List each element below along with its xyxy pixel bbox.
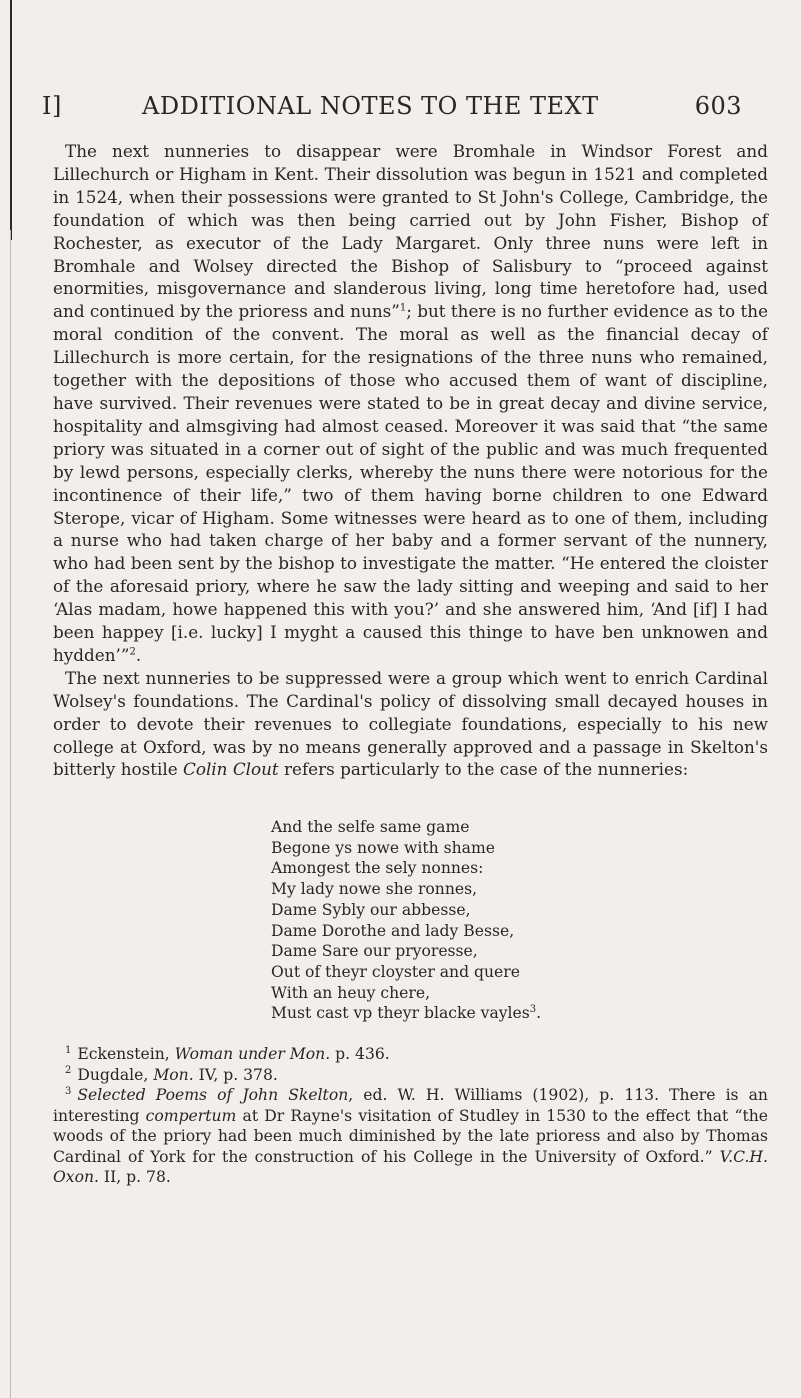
verse-line: Begone ys nowe with shame: [271, 838, 495, 857]
verse-quotation: [271, 817, 771, 1024]
text-run: , ed. W. H. Williams (1902), p. 113. There is an interesting: [53, 1086, 768, 1125]
work-title: Selected Poems of John Skelton: [77, 1086, 349, 1104]
footnote-ref: 3: [529, 1004, 537, 1016]
text-run: ; but there is no further evidence as to the moral condition of the convent. The moral as well as the financial decay of Lillechurch is more certain, for the resignations of the three nuns who remained, together with the depositions of those who accused them of want of discipline, have survived. Their revenues were stated to be in great decay and divine service, hospitality and almsgiving had almost ceased. Moreover it was said that “the same priory was situated in a corner out of sight of the public and was much frequented by lewd persons, especially clerks, whereby the nuns there were notorious for the incontinence of their life,” two of them having borne children to one Edward Sterope, vicar of Higham. Some witnesses were heard as to one of them, including a nurse who had taken charge of her baby and a former servant of the nunnery, who had been sent by the bishop to investigate the matter. “He entered the cloister of the aforesaid priory, where he saw the lady sitting and weeping and said to her ‘Alas madam, howe happened this with you?’ and she answered him, ‘And [if] I had been happey [i.e. lucky] I myght a caused this thinge to have ben unknowen and hydden’”: [53, 301, 768, 665]
work-title: V.C.H. Oxon.: [53, 1147, 768, 1186]
text-run: Eckenstein,: [77, 1045, 175, 1063]
verse-line: Dame Sare our pryoresse,: [271, 942, 478, 961]
work-title: Colin Clout: [183, 759, 279, 780]
verse-line: [271, 1003, 771, 1024]
verse-line: And the selfe same game: [271, 818, 470, 836]
footnote-3: [53, 1085, 768, 1188]
running-header: [42, 92, 742, 122]
verse-line: Out of theyr cloyster and quere: [271, 962, 520, 981]
latin-term: compertum: [145, 1106, 237, 1125]
text-run: .: [536, 1004, 542, 1023]
scan-edge-line: [10, 0, 12, 240]
footnote-mark: 1: [65, 1044, 72, 1056]
text-run: Must cast vp theyr blacke vayles: [271, 1004, 530, 1023]
paragraph: [53, 140, 768, 667]
text-run: .: [135, 644, 142, 665]
text-run: The next nunneries to disappear were Bromhale in Windsor Forest and Lillechurch or Higham in Kent. Their dissolution was begun in 1521 and completed in 1524, when their possessions were granted to St John's College, Cambridge, the foundation of which was then being carried out by John Fisher, Bishop of Rochester, as executor of the Lady Margaret. Only three nuns were left in Bromhale and Wolsey directed the Bishop of Salisbury to “proceed against enormities, misgovernance and slanderous living, long time heretofore had, used and continued by the prioress and nuns”: [53, 141, 768, 322]
text-run: Dugdale,: [77, 1065, 154, 1084]
text-run: at Dr Rayne's visitation of Studley in 1530 to the effect that “the woods of the priory had been much diminished by the late prioress and also by Thomas Cardinal of York for the construction of his College in the University of Oxford.”: [53, 1106, 768, 1166]
footnote-ref: 2: [129, 646, 136, 658]
scan-edge-shadow: [10, 230, 11, 1398]
work-title: Mon.: [153, 1065, 194, 1084]
section-number: I]: [42, 92, 62, 120]
text-run: IV, p. 378.: [193, 1065, 278, 1084]
footnote-2: [53, 1065, 768, 1086]
footnote-mark: 2: [65, 1065, 72, 1077]
verse-line: With an heuy chere,: [271, 983, 431, 1002]
footnote-1: [53, 1044, 768, 1065]
footnote-ref: 1: [399, 302, 407, 314]
running-title: ADDITIONAL NOTES TO THE TEXT: [142, 92, 599, 120]
footnote-mark: 3: [65, 1085, 72, 1097]
body-text: [53, 140, 768, 781]
verse-line: Dame Sybly our abbesse,: [271, 900, 471, 919]
verse-line: My lady nowe she ronnes,: [271, 880, 478, 899]
text-run: refers particularly to the case of the nunneries:: [278, 759, 689, 780]
text-run: II, p. 78.: [98, 1168, 171, 1186]
verse-line: Dame Dorothe and lady Besse,: [271, 921, 515, 940]
footnotes: [53, 1044, 768, 1188]
work-title: Woman under Mon.: [174, 1045, 331, 1063]
text-run: p. 436.: [330, 1045, 390, 1063]
text-run: The next nunneries to be suppressed were a group which went to enrich Cardinal Wolsey's foundations. The Cardinal's policy of dissolving small decayed houses in order to devote their revenues to collegiate foundations, especially to his new college at Oxford, was by no means generally approved and a passage in Skelton's bitterly hostile: [53, 667, 768, 780]
paragraph: [53, 667, 768, 782]
verse-line: Amongest the sely nonnes:: [271, 859, 484, 878]
page-number: 603: [694, 92, 742, 120]
